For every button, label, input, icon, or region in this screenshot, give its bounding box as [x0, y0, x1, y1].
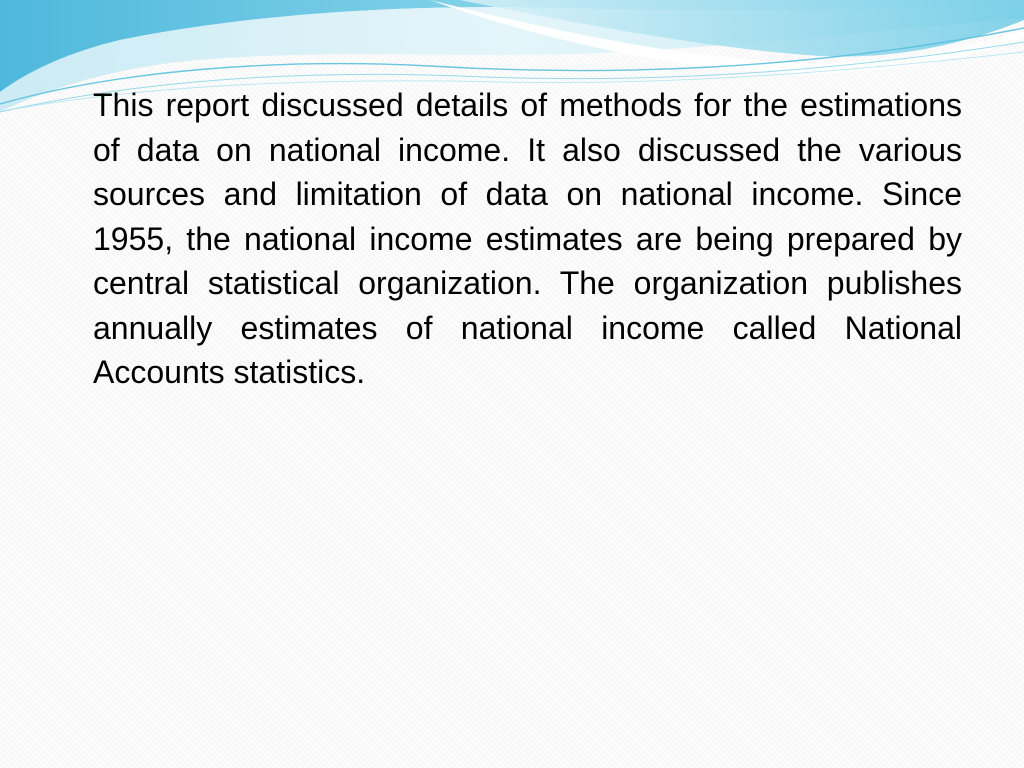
slide-body-text: This report discussed details of methods for the estimations of data on national income. It also discussed the various sources and limitation of data on national income. Since 1955, the national income estimates are being prepared by central statistical organization. The organization publishes annually estimates of national income called National Accounts statistics.	[93, 87, 962, 390]
